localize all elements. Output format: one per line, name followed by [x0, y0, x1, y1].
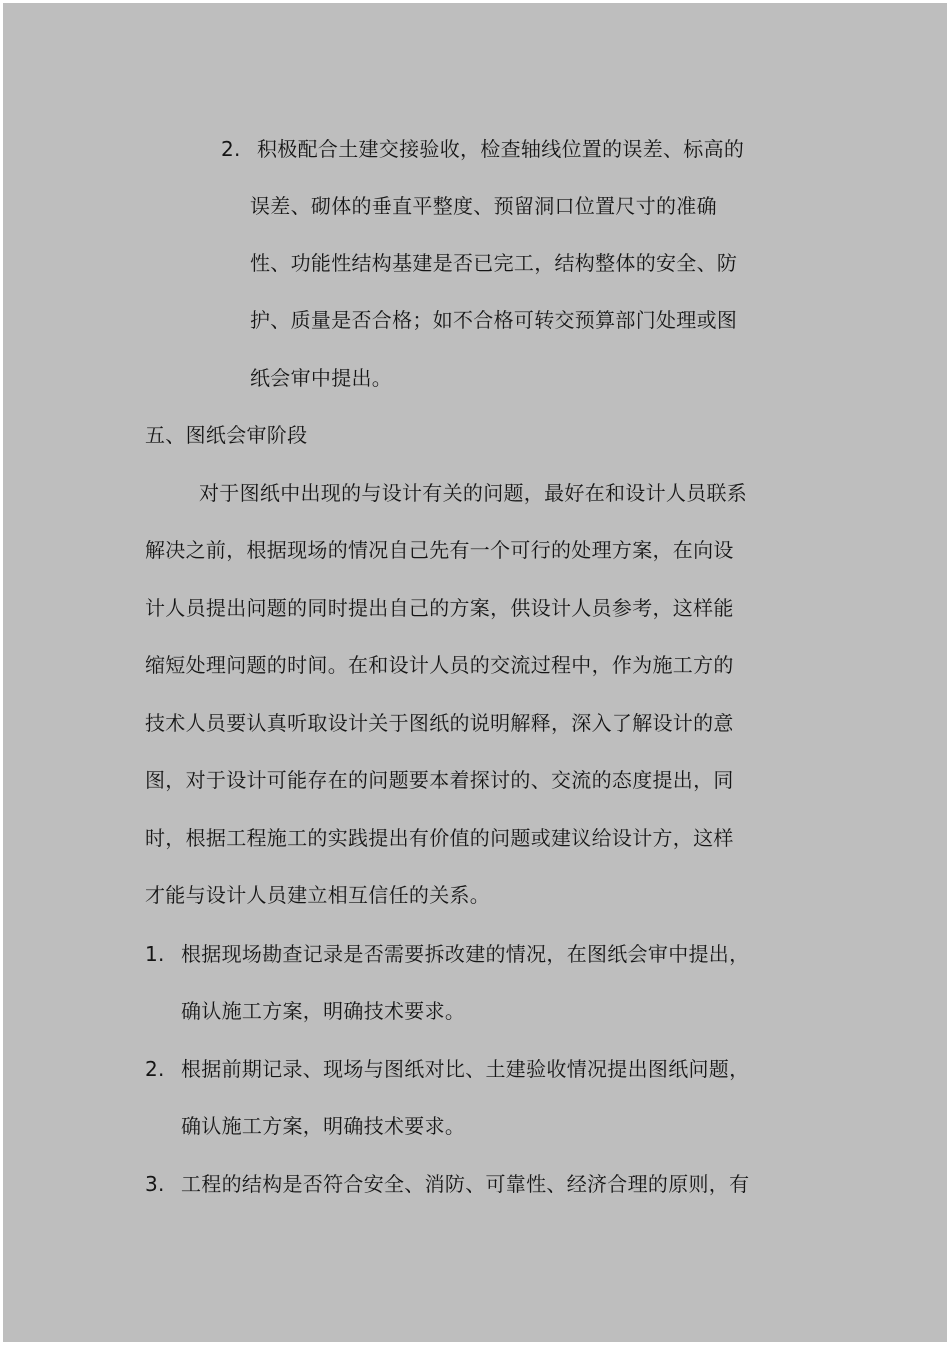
list-item-2-upper-line-1: 2. 积极配合土建交接验收，检查轴线位置的误差、标高的 — [221, 137, 745, 161]
paragraph-line-8: 才能与设计人员建立相互信任的关系。 — [145, 883, 491, 907]
list-number: 1. — [145, 942, 165, 966]
paragraph-line-5: 技术人员要认真听取设计关于图纸的说明解释，深入了解设计的意 — [145, 711, 734, 735]
list-item-3-line-1: 3. 工程的结构是否符合安全、消防、可靠性、经济合理的原则，有 — [145, 1172, 750, 1196]
list-item-2-upper-line-4: 护、质量是否合格；如不合格可转交预算部门处理或图 — [250, 308, 738, 332]
list-item-2-upper-line-3: 性、功能性结构基建是否已完工，结构整体的安全、防 — [250, 251, 738, 275]
list-item-2-line-1: 2. 根据前期记录、现场与图纸对比、土建验收情况提出图纸问题， — [145, 1057, 750, 1081]
list-number: 2. — [145, 1057, 165, 1081]
list-item-2-upper-line-2: 误差、砌体的垂直平整度、预留洞口位置尺寸的准确 — [250, 194, 717, 218]
list-item-1-line-2: 确认施工方案，明确技术要求。 — [181, 999, 466, 1023]
document-page — [3, 3, 947, 1342]
list-item-2-upper-line-5: 纸会审中提出。 — [250, 366, 393, 390]
list-item-1-line-1: 1. 根据现场勘查记录是否需要拆改建的情况，在图纸会审中提出， — [145, 942, 750, 966]
section-heading: 五、图纸会审阶段 — [145, 423, 308, 447]
paragraph-line-7: 时，根据工程施工的实践提出有价值的问题或建议给设计方，这样 — [145, 826, 734, 850]
list-number: 3. — [145, 1172, 165, 1196]
paragraph-line-2: 解决之前，根据现场的情况自己先有一个可行的处理方案，在向设 — [145, 538, 734, 562]
paragraph-line-3: 计人员提出问题的同时提出自己的方案，供设计人员参考，这样能 — [145, 596, 734, 620]
list-item-2-line-2: 确认施工方案，明确技术要求。 — [181, 1114, 466, 1138]
paragraph-line-6: 图，对于设计可能存在的问题要本着探讨的、交流的态度提出，同 — [145, 768, 734, 792]
paragraph-line-4: 缩短处理问题的时间。在和设计人员的交流过程中，作为施工方的 — [145, 653, 734, 677]
list-number: 2. — [221, 137, 241, 161]
paragraph-line-1: 对于图纸中出现的与设计有关的问题，最好在和设计人员联系 — [199, 481, 748, 505]
